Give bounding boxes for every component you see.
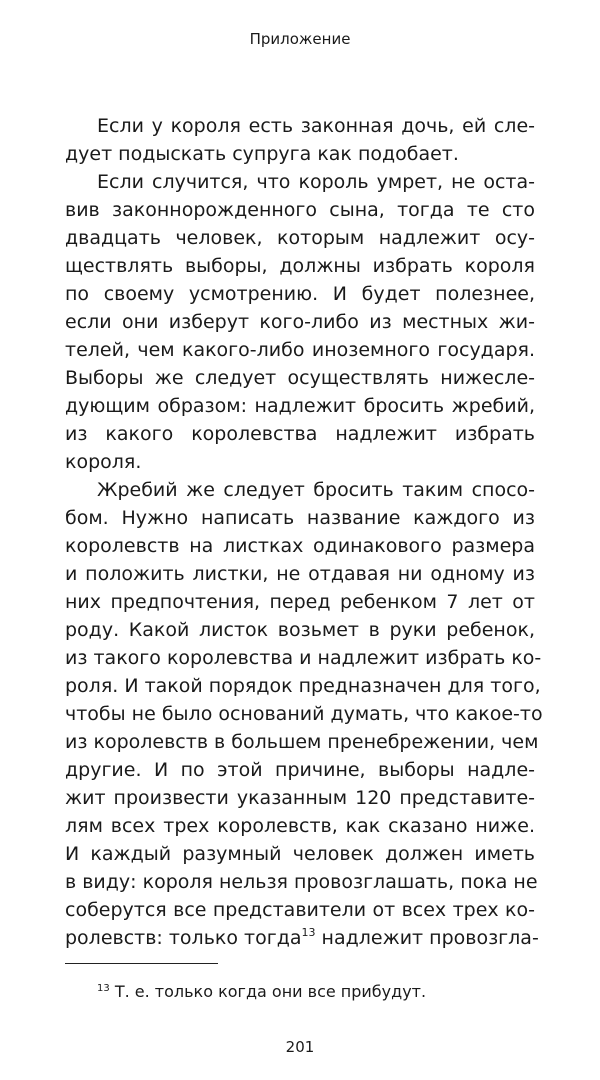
footnote xyxy=(97,981,426,1003)
text-line: бом. Нужно написать название каждого из xyxy=(65,507,535,529)
body-text xyxy=(65,112,543,952)
text-line: Выборы же следует осуществлять нижесле- xyxy=(65,367,535,389)
footnote-reference[interactable]: 13 xyxy=(301,926,316,939)
text-line: из такого королевства и надлежит избрать ко- xyxy=(65,647,542,669)
text-line: роду. Какой листок возьмет в руки ребенок, xyxy=(65,619,535,641)
text-line: другие. И по этой причине, выборы надле- xyxy=(65,759,535,781)
page-number: 201 xyxy=(285,1038,315,1056)
text-line: лям всех трех королевств, как сказано ниже. xyxy=(65,815,535,837)
text-line: из королевств в большем пренебрежении, чем xyxy=(65,731,539,753)
text-line: роля. И такой порядок предназначен для того, xyxy=(65,675,541,697)
text-line: Жребий же следует бросить таким спосо- xyxy=(97,479,535,501)
text-line: ществлять выборы, должны избрать короля xyxy=(65,255,535,277)
text-line: соберутся все представители от всех трех ко- xyxy=(65,899,535,921)
text-line: телей, чем какого-либо иноземного государя. xyxy=(65,339,535,361)
text-line: по своему усмотрению. И будет полезнее, xyxy=(65,283,535,305)
text-line: в виду: короля нельзя провозглашать, пока не xyxy=(65,871,538,893)
text-line: дует подыскать супруга как подобает. xyxy=(65,143,459,165)
text-line: из какого королевства надлежит избрать xyxy=(65,423,535,445)
footnote-text: Т. е. только когда они все прибудут. xyxy=(109,982,427,1001)
text-line: Если у короля есть законная дочь, ей сле- xyxy=(97,115,535,137)
text-line: двадцать человек, которым надлежит осу- xyxy=(65,227,535,249)
text-line: короля. xyxy=(65,451,142,473)
text-line: И каждый разумный человек должен иметь xyxy=(65,843,535,865)
footnote-divider xyxy=(65,963,218,964)
text-line: чтобы не было оснований думать, что какое-то xyxy=(65,703,543,725)
text-line: если они изберут кого-либо из местных жи- xyxy=(65,311,535,333)
text-line: жит произвести указанным 120 представите- xyxy=(65,787,535,809)
text-segment: ролевств: только тогда xyxy=(65,927,302,949)
text-line: королевств на листках одинакового размера xyxy=(65,535,535,557)
text-line xyxy=(65,924,539,952)
text-line: и положить листки, не отдавая ни одному из xyxy=(65,563,535,585)
text-line: вив законнорожденного сына, тогда те сто xyxy=(65,199,535,221)
text-segment: надлежит провозгла- xyxy=(315,927,539,949)
text-line: дующим образом: надлежит бросить жребий, xyxy=(65,395,535,417)
text-line: них предпочтения, перед ребенком 7 лет от xyxy=(65,591,535,613)
footnote-number: 13 xyxy=(97,983,110,994)
running-header: Приложение xyxy=(249,30,351,48)
text-line: Если случится, что король умрет, не оста- xyxy=(97,171,535,193)
